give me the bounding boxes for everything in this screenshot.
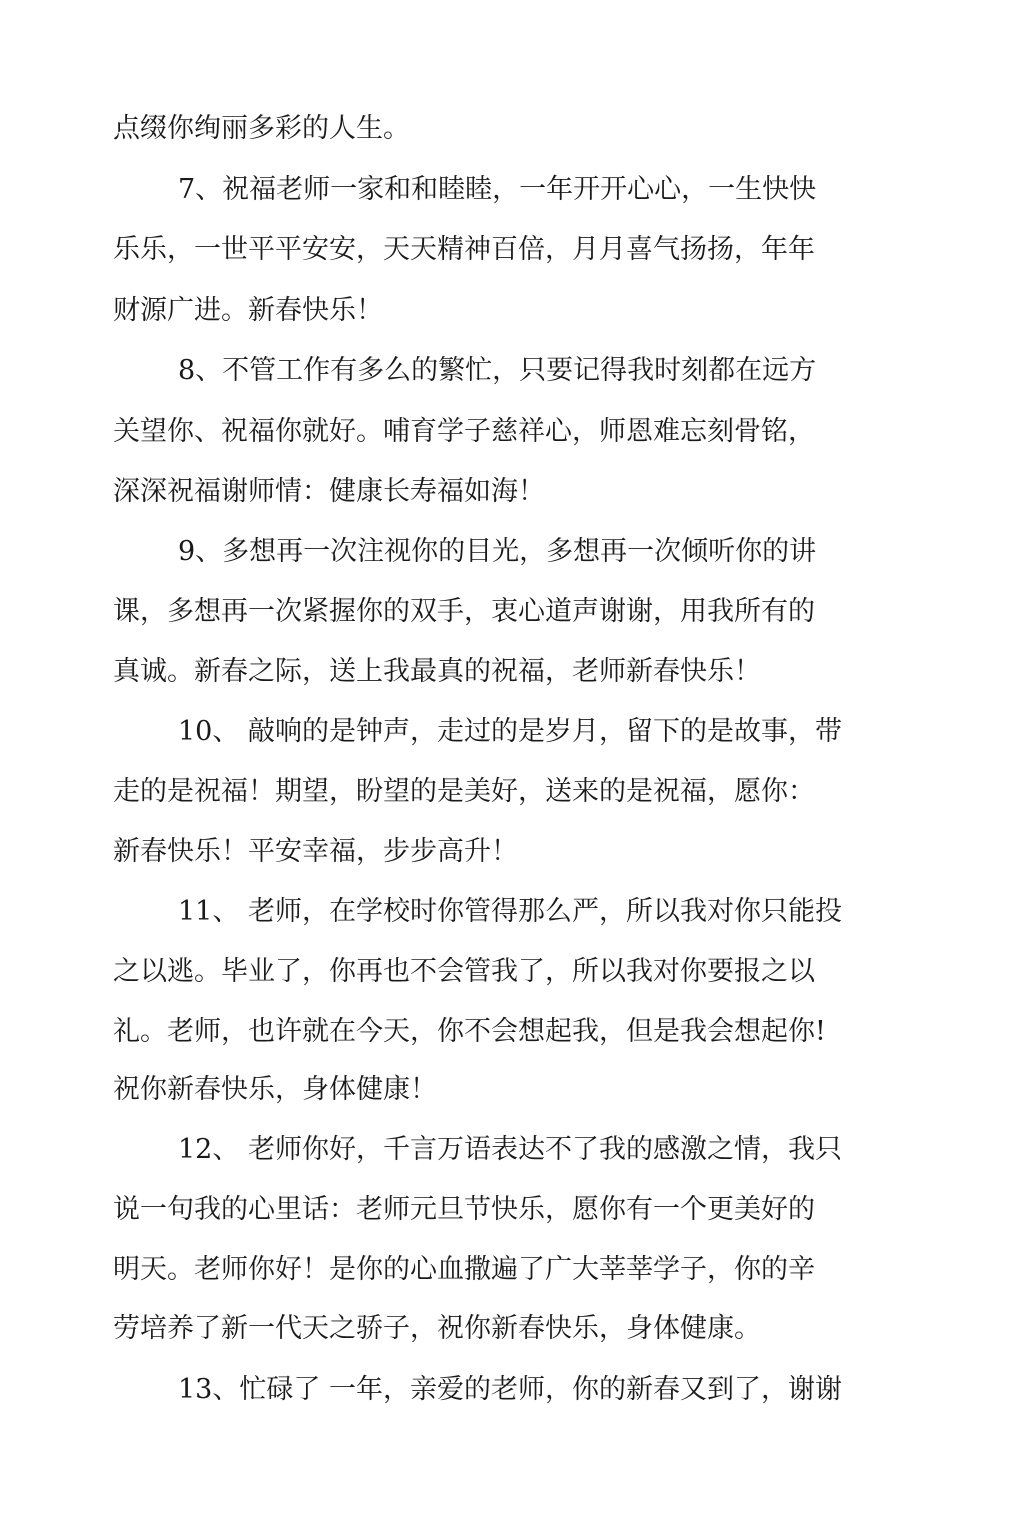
text-line-17: 祝你新春快乐，身体健康！ <box>113 1074 437 1105</box>
text-line-9: 课，多想再一次紧握你的双手，衷心道声谢谢，用我所有的 <box>113 596 815 627</box>
text-line-3: 乐乐，一世平平安安，天天精神百倍，月月喜气扬扬，年年 <box>113 234 815 265</box>
text-line-11: 10、 敲响的是钟声，走过的是岁月，留下的是故事，带 <box>178 716 842 747</box>
text-line-22: 13、忙碌了 一年，亲爱的老师，你的新春又到了，谢谢 <box>178 1374 842 1405</box>
text-line-6: 关望你、祝福你就好。哺育学子慈祥心，师恩难忘刻骨铭， <box>113 416 815 447</box>
text-line-20: 明天。老师你好！是你的心血撒遍了广大莘莘学子，你的辛 <box>113 1254 815 1285</box>
text-line-21: 劳培养了新一代天之骄子，祝你新春快乐，身体健康。 <box>113 1313 761 1344</box>
text-line-12: 走的是祝福！期望，盼望的是美好，送来的是祝福，愿你： <box>113 776 815 807</box>
text-line-2: 7、祝福老师一家和和睦睦，一年开开心心，一生快快 <box>178 174 817 205</box>
text-line-14: 11、 老师，在学校时你管得那么严，所以我对你只能投 <box>178 896 842 927</box>
text-line-5: 8、不管工作有多么的繁忙，只要记得我时刻都在远方 <box>178 355 817 386</box>
text-line-15: 之以逃。毕业了，你再也不会管我了，所以我对你要报之以 <box>113 956 815 987</box>
text-line-18: 12、 老师你好，千言万语表达不了我的感激之情，我只 <box>178 1134 842 1165</box>
text-line-1: 点缀你绚丽多彩的人生。 <box>113 113 410 144</box>
text-line-16: 礼。老师，也许就在今天，你不会想起我，但是我会想起你! <box>113 1016 826 1047</box>
text-line-7: 深深祝福谢师情：健康长寿福如海！ <box>113 476 545 507</box>
text-line-8: 9、多想再一次注视你的目光，多想再一次倾听你的讲 <box>178 536 817 567</box>
text-line-19: 说一句我的心里话：老师元旦节快乐，愿你有一个更美好的 <box>113 1194 815 1225</box>
text-line-13: 新春快乐！平安幸福，步步高升！ <box>113 836 518 867</box>
text-line-4: 财源广进。新春快乐！ <box>113 295 383 326</box>
text-line-10: 真诚。新春之际，送上我最真的祝福，老师新春快乐！ <box>113 656 761 687</box>
